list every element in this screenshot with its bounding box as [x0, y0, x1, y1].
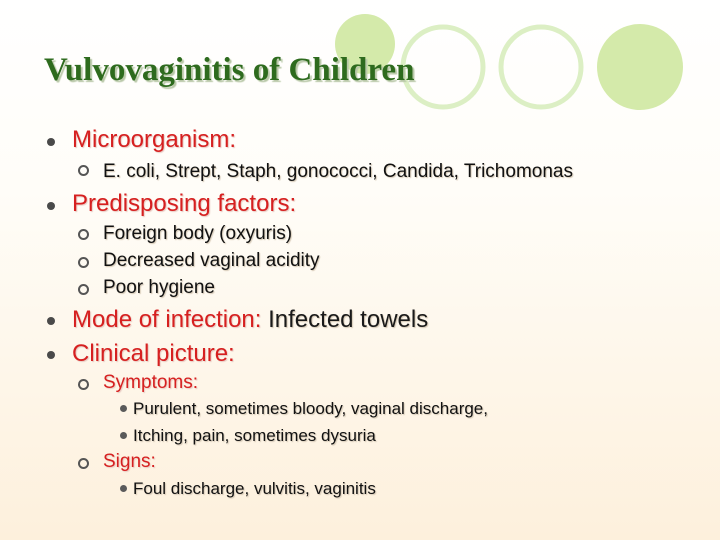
bullet-level2	[78, 379, 89, 390]
predisposing-item: Decreased vaginal acidity	[103, 250, 320, 271]
decorative-circle	[501, 27, 581, 107]
decorative-circle	[403, 27, 483, 107]
predisposing-heading: Predisposing factors:	[72, 190, 297, 217]
bullet-level1	[47, 202, 55, 210]
symptoms-label-line	[103, 372, 198, 394]
decorative-circle	[597, 24, 683, 110]
mode-label: Mode of infection:	[72, 306, 262, 333]
slide-title: Vulvovaginitis of Children	[44, 52, 415, 88]
symptom-item: Purulent, sometimes bloody, vaginal discharge,	[133, 399, 488, 418]
symptoms-label: Symptoms:	[103, 372, 199, 393]
bullet-level2	[78, 229, 89, 240]
bullet-level1	[47, 351, 55, 359]
bullet-level2	[78, 257, 89, 268]
bullet-level2	[78, 458, 89, 469]
clinical-heading: Clinical picture:	[72, 340, 235, 367]
predisposing-item: Poor hygiene	[103, 277, 215, 298]
predisposing-item: Foreign body (oxyuris)	[103, 223, 293, 244]
bullet-level3	[120, 485, 127, 492]
bullet-level1	[47, 317, 55, 325]
bullet-level3	[120, 432, 127, 439]
mode-value: Infected towels	[261, 306, 429, 333]
bullet-level3	[120, 405, 127, 412]
bullet-level2	[78, 284, 89, 295]
sign-item: Foul discharge, vulvitis, vaginitis	[133, 479, 376, 498]
mode-of-infection	[72, 306, 428, 334]
symptom-item: Itching, pain, sometimes dysuria	[133, 426, 376, 445]
microorganism-heading: Microorganism:	[72, 126, 237, 153]
bullet-level2	[78, 165, 89, 176]
signs-label: Signs:	[103, 451, 156, 472]
bullet-level1	[47, 138, 55, 146]
microorganism-item: E. coli, Strept, Staph, gonococci, Candida, Trichomonas	[103, 161, 573, 182]
signs-label-line	[103, 451, 156, 473]
